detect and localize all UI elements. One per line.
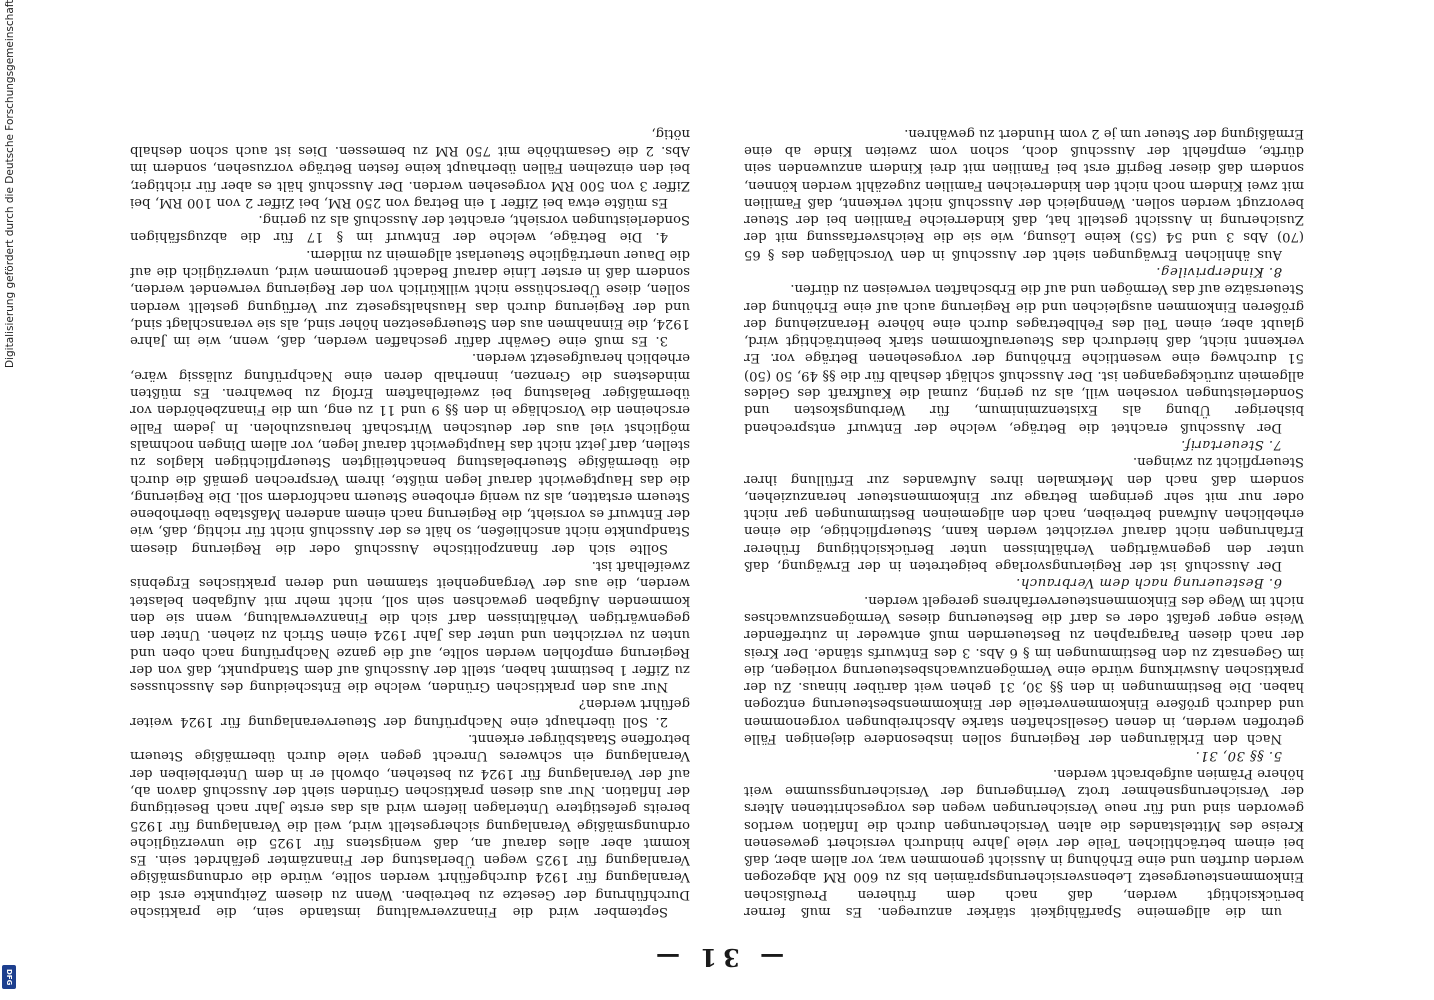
paragraph: Der Ausschuß ist der Regierungsvorlage beigetreten in der Erwägung, daß unter den gegenwärtigen Verhältnissen unter Berücksichtigung früherer Erfahrungen nicht darauf verzichtet werden kann, Steuerpflichtige, die einen erheblichen Aufwand betreiben, nach den allgemeinen Bestimmungen gar nicht oder nur mit sehr geringem Betrage zur Einkommensteuer heranzuziehen, sondern daß nach den Merkmalen ihres Aufwandes zur Erfüllung ihrer Steuerpflicht zu zwingen.	[744, 454, 1304, 574]
paragraph: 2. Soll überhaupt eine Nachprüfung der Steuerveranlagung für 1924 weiter geführt werden?	[130, 696, 690, 729]
text-column-second	[744, 90, 1304, 920]
paragraph: Aus ähnlichen Erwägungen sieht der Ausschuß in den Vorschlägen des § 65 (70) Abs 3 und 54 (55) keine Lösung, wie sie die Reichsverfassung mit der Zusicherung in Aussicht gestellt hat, daß kinderreiche Familien bei der Steuer bevorzugt werden sollen. Wenngleich der Ausschuß nicht verkennt, daß Familien mit zwei Kindern noch nicht den kinderreichen Familien zugezählt werden können, sondern daß dieser Begriff erst bei Familien mit drei Kindern anzuwenden sein dürfte, empfiehlt der Ausschuß doch, schon vom zweiten Kinde ab eine Ermäßigung der Steuer um je 2 vom Hundert zu gewähren.	[744, 125, 1304, 262]
paragraph: Der Ausschuß erachtet die Beträge, welche der Entwurf entsprechend bisheriger Übung als Existenzminimum, für Werbungskosten und Sonderleistungen vorsehen will, als zu gering, zumal die Kaufkraft des Geldes allgemein zurückgegangen ist. Der Ausschuß schlägt deshalb für die §§ 49, 50 (50) 51 durchweg eine wesentliche Erhöhung der vorgesehenen Beträge vor. Er verkennt nicht, daß hierdurch das Steueraufkommen stark beeinträchtigt wird, glaubt aber, einen Teil des Fehlbetrages durch eine höhere Heranziehung der größeren Einkommen ausgleichen und die Regierung auch auf eine Erhöhung der Steuersätze auf das Vermögen und auf die Erbschaften verweisen zu dürfen.	[744, 281, 1304, 435]
section-heading: 6. Besteuerung nach dem Verbrauch.	[1015, 575, 1282, 591]
section-heading: 7. Steuertarif.	[1180, 436, 1282, 452]
section-heading: 8. Kinderprivileg.	[1155, 264, 1282, 280]
dfg-logo: DFG	[2, 965, 16, 989]
paragraph: September wird die Finanzverwaltung imstande sein, die praktische Durchführung der Gesetze zu betreiben. Wenn zu diesem Zeitpunkte erst die Veranlagung für 1924 durchgeführt werden sollte, würde die ordnungsmäßige Veranlagung für 1925 wegen Überlastung der Finanzämter gefährdet sein. Es kommt aber alles darauf an, daß wenigstens für 1925 die unverzügliche ordnungsmäßige Veranlagung sichergestellt wird, weil die Veranlagung für 1925 bereits gefestigtere Unterlagen liefern wird als das erste Jahr nach Beseitigung der Inflation. Nur aus diesen praktischen Gründen sieht der Ausschuß davon ab, auf der Veranlagung für 1924 zu bestehen, obwohl er in dem Unterbleiben der Veranlagung ein schweres Unrecht gegen viele durch übermäßige Steuern betroffene Staatsbürger erkennt.	[130, 731, 690, 919]
paragraph: um die allgemeine Sparfähigkeit stärker anzuregen. Es muß ferner berücksichtigt werden, daß nach dem früheren Preußischen Einkommensteuergesetz Lebensversicherungsprämien bis zu 600 RM abgezogen werden durften und eine Erhöhung in Aussicht genommen war, vor allem aber, daß bei einem beträchtlichen Teile der viele Jahre hindurch versichert gewesenen Kreise des Mittelstandes die alten Versicherungen durch die Inflation wertlos geworden sind und für neue Versicherungen wegen des vorgeschrittenen Alters der Versicherungsnehmer trotz Verringerung der Versicherungssumme weit höhere Prämien aufgebracht werden.	[744, 765, 1304, 919]
section-heading: 5. §§ 30, 31.	[1195, 748, 1282, 764]
paragraph: Es müßte etwa bei Ziffer 1 ein Betrag von 250 RM, bei Ziffer 2 von 100 RM, bei Ziffer 3 von 500 RM vorgesehen werden. Der Ausschuß hält es aber für richtiger, bei den einzelnen Fällen überhaupt keine festen Beträge vorzusehen, sondern im Abs. 2 die Gesamthöhe mit 750 RM zu bemessen. Dies ist auch schon deshalb nötig,	[130, 125, 690, 210]
paragraph: Nach den Erklärungen der Regierung sollen insbesondere diejenigen Fälle getroffen werden, in denen Gesellschaften starke Abschreibungen vorgenommen und dadurch größere Einkommenverteile der Einkommensbesteuerung entzogen haben. Die Bestimmungen in den §§ 30, 31 gehen weit darüber hinaus. Zu der praktischen Auswirkung würde eine Vermögenzuwachsbesteuerung vorliegen, die im Gegensatz zu den Bestimmungen im § 6 Abs. 3 des Entwurfs stände. Der Kreis der nach diesen Paragraphen zu Besteuernden muß entweder in zutreffender Weise enger gefaßt oder es darf die Besteuerung dieses Vermögenszuwachses nicht im Wege des Einkommensteuerverfahrens geregelt werden.	[744, 592, 1304, 747]
paragraph: Nur aus den praktischen Gründen, welche die Entscheidung des Ausschusses zu Ziffer 1 bestimmt haben, stellt der Ausschuß auf dem Standpunkt, daß von der Regierung empfohlen werden sollte, auf die ganze Nachprüfung nach oben und unten zu verzichten und unter das Jahr 1924 einen Strich zu ziehen. Unter den gegenwärtigen Verhältnissen darf sich die Finanzverwaltung, wenn sie den kommenden Aufgaben gewachsen sein soll, nicht mehr mit Aufgaben belastet werden, die aus der Vergangenheit stammen und deren praktisches Ergebnis zweifelhaft ist.	[130, 558, 690, 695]
page-number: — 31 —	[649, 943, 785, 972]
paragraph: 4. Die Beträge, welche der Entwurf im § 17 für die abzugsfähigen Sonderleistungen vorsieht, erachtet der Ausschuß als zu gering.	[130, 212, 690, 245]
paragraph: 3. Es muß eine Gewähr dafür geschaffen werden, daß, wenn, wie im Jahre 1924, die Einnahmen aus den Steuergesetzen höher sind, als sie veranschlagt sind, und der Regierung durch das Haushaltsgesetz zur Verfügung gestellt werden sollen, diese Überschüsse nicht willkürlich von der Regierung verwendet werden, sondern daß in erster Linie darauf Bedacht genommen wird, unverzüglich die auf die Dauer unerträgliche Steuerlast allgemein zu mildern.	[130, 246, 690, 349]
digitization-credit: Digitalisierung gefördert durch die Deutsche Forschungsgemeinschaft	[4, 0, 16, 369]
paragraph: Sollte sich der finanzpolitische Ausschuß oder die Regierung diesem Standpunkte nicht anschließen, so hält es der Ausschuß nicht für richtig, daß, wie der Entwurf es vorsieht, die Regierung nach einem anderen Maßstabe überhobene Steuern erstatten, als zu wenig erhobene Steuern nachfordern soll. Die Regierung, die das Hauptgewicht darauf legen müßte, ihrem Versprechen gemäß die durch die übermäßige Steuerbelastung benachteiligten Steuerpflichtigen klaglos zu stellen, darf jetzt nicht das Hauptgewicht darauf legen, vor allem Dingen nochmals möglichst viel aus der deutschen Wirtschaft herauszuholen. In jedem Falle erscheinen die Vorschläge in den §§ 9 und 11 zu eng, um die Finanzbehörden vor übermäßiger Belastung bei zweifelhaftem Erfolg zu bewahren. Es müßten mindestens die Grenzen, innerhalb deren eine Nachprüfung zulässig wäre, erheblich heraufgesetzt werden.	[130, 350, 690, 556]
text-column-first	[130, 90, 690, 920]
